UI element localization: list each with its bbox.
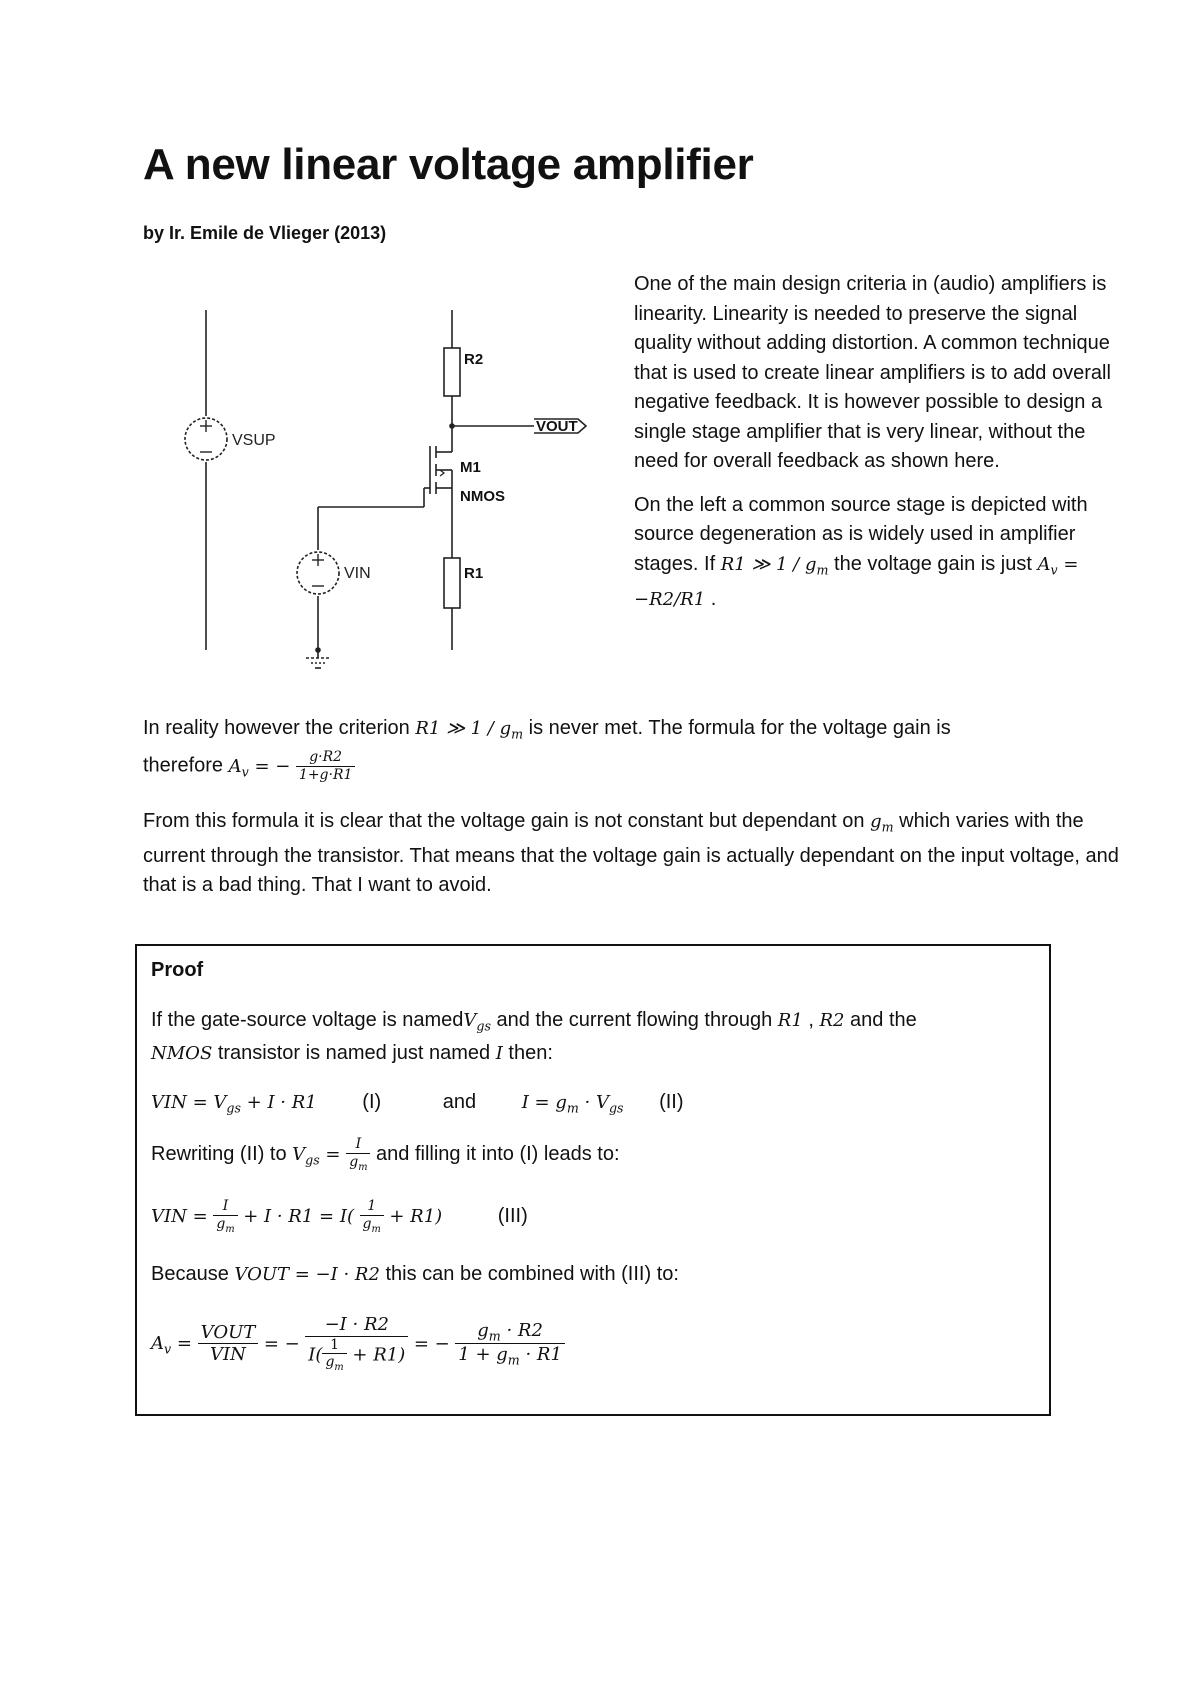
- body-text: [143, 714, 1133, 915]
- intro-paragraph-2: On the left a common source stage is depicted with source degeneration as is widely used in amplifier stages. If R1 ≫ $1 / g_m$ the voltage gain is just $A_v = -R2/R1$ .: [634, 493, 1088, 610]
- label-vin: VIN: [344, 565, 371, 582]
- proof-equation-1: VIN = $V_{gs} + I \cdot R1$ (I) and $I = g_m \cdot V_{gs}$ (II): [151, 1091, 684, 1116]
- proof-equation-3: VIN = $\frac{I}{g_m}$ + I · R1 = I( $\frac{1}{g_m}$ + R1) (III): [151, 1198, 528, 1235]
- gain-fraction: $\frac{g\cdot R2}{1+g\cdot R1}$: [296, 749, 356, 784]
- label-r1: R1: [464, 565, 484, 582]
- label-m1: M1: [460, 459, 481, 476]
- proof-rewrite-line: Rewriting (II) to $V_{gs}$ = $\frac{I}{g_m}$ and filling it into (I) leads to:: [151, 1136, 620, 1173]
- body-paragraph-1: In reality however the criterion R1 ≫ $1 / g_m$ is never met. The formula for the voltage gain is therefore $A_v$ = − $\frac{g\cdot R2}{1+g\cdot R1}$: [143, 717, 951, 783]
- proof-line-1: If the gate-source voltage is namedV$_{gs}$ and the current flowing through R1 , R2 and the: [151, 1009, 917, 1034]
- author-byline: by Ir. Emile de Vlieger (2013): [143, 223, 387, 243]
- proof-because-line: Because VOUT = −I · R2 this can be combined with (III) to:: [151, 1263, 679, 1285]
- label-nmos: NMOS: [460, 488, 505, 505]
- proof-title: Proof: [151, 959, 204, 981]
- proof-box: [135, 944, 1051, 1416]
- label-vsup: VSUP: [232, 432, 276, 449]
- proof-line-2: NMOS transistor is named just named I then:: [151, 1042, 553, 1064]
- intro-paragraph-1: One of the main design criteria in (audio) amplifiers is linearity. Linearity is needed to preserve the signal quality without adding distortion. A common technique that is used to create linear amplifiers is to add overall negative feedback. It is however possible to design a single stage amplifier that is very linear, without the need for overall feedback as shown here.: [634, 273, 1111, 472]
- document-title: A new linear voltage amplifier: [143, 140, 754, 189]
- circuit-schematic: [168, 292, 608, 692]
- body-paragraph-2: From this formula it is clear that the voltage gain is not constant but dependant on $g_m$ which varies with the current through the transistor. That means that the voltage gain is actually dependant on the input voltage, and that is a bad thing. That I want to avoid.: [143, 809, 1119, 897]
- label-r2: R2: [464, 351, 484, 368]
- label-vout: VOUT: [536, 418, 578, 435]
- intro-text: [634, 270, 1124, 628]
- proof-final-equation: $A_v$ = $\frac{\text{VOUT}}{\text{VIN}}$ = − −I · R2 I( $\frac{1}{g_m}$ + R1) = − $\frac{g_m \cdot R2}{1 + g_m \cdot R1}$: [151, 1314, 565, 1374]
